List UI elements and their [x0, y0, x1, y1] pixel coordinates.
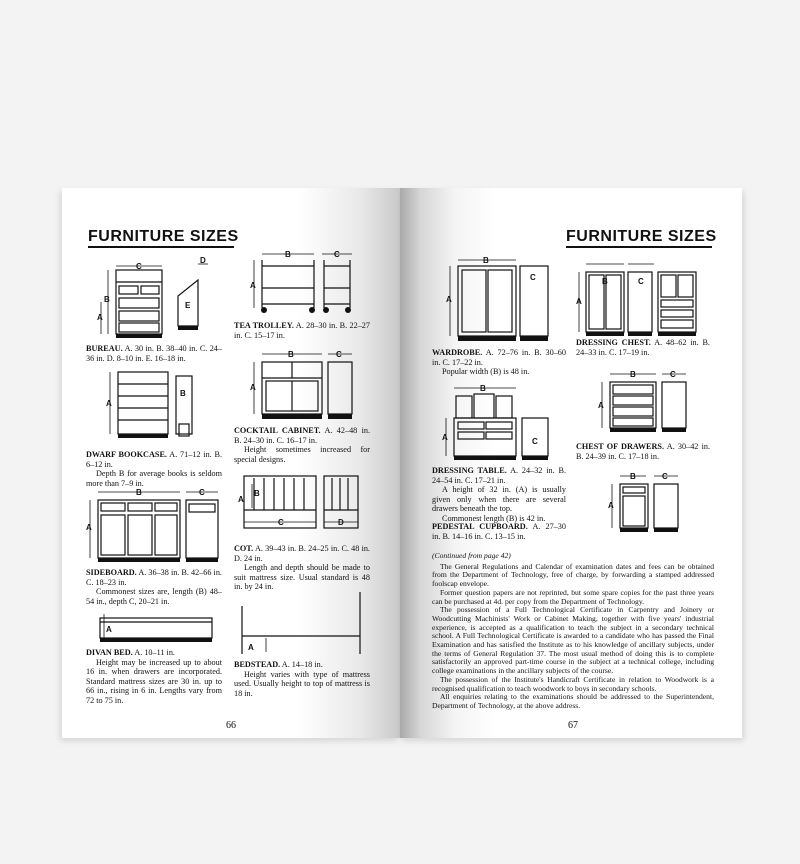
- page-number: 66: [226, 720, 236, 731]
- svg-text:E: E: [185, 301, 191, 310]
- bedstead-diagram: [236, 590, 366, 658]
- caption-dressing-chest: DRESSING CHEST. A. 48–62 in. B. 24–33 in. C. 17–19 in.: [576, 338, 710, 357]
- svg-text:C: C: [199, 488, 205, 497]
- svg-text:B: B: [285, 250, 291, 259]
- caption-cocktail-cabinet: COCKTAIL CABINET. A. 42–48 in. B. 24–30 in. C. 16–17 in. Height sometimes increased for special designs.: [234, 426, 370, 464]
- svg-text:A: A: [106, 399, 112, 408]
- svg-text:A: A: [250, 281, 256, 290]
- svg-text:B: B: [630, 472, 636, 481]
- page-title: FURNITURE SIZES: [566, 228, 717, 245]
- right-page: [400, 188, 742, 738]
- svg-text:B: B: [254, 489, 260, 498]
- open-book: [62, 188, 742, 738]
- caption-chest-of-drawers: CHEST OF DRAWERS. A. 30–42 in. B. 24–39 in. C. 17–18 in.: [576, 442, 710, 461]
- paragraph: All enquiries relating to the examinations should be addressed to the Superintendent, Department of Technology, at the above address.: [432, 692, 714, 710]
- svg-text:C: C: [638, 277, 644, 286]
- paragraph: Former question papers are not reprinted, but some spare copies for the past three years can be purchased at 4d. per copy from the Department of Technology.: [432, 587, 714, 606]
- regulations-text: [432, 552, 714, 711]
- dressing-table-diagram: [440, 382, 560, 468]
- caption-cot: COT. A. 39–43 in. B. 24–25 in. C. 48 in. D. 24 in. Length and depth should be made to suit mattress size. Usual standard is 48 in. by 24 in.: [234, 544, 370, 592]
- svg-text:B: B: [630, 370, 636, 379]
- caption-dressing-table: DRESSING TABLE. A. 24–32 in. B. 24–54 in. C. 17–21 in. A height of 32 in. (A) is usually given only when there are several drawers beneath the top. Commonest length (B) is 42 in.: [432, 466, 566, 523]
- paragraph: The possession of the Institute's Handicraft Certificate in relation to Woodwork is a recognised qualification to teach woodwork to boys in secondary schools.: [432, 674, 714, 693]
- svg-text:A: A: [250, 383, 256, 392]
- pedestal-cupboard-diagram: [606, 470, 706, 540]
- svg-text:C: C: [136, 262, 142, 271]
- paragraph: The possession of a Full Technological Certificate in Carpentry and Joinery or Woodcutting Machinists' Work or Cabinet Making, together with five years' industrial experience, is accepted as a qualification to teach the subject in a secondary technical school. A Full Technological Certificate is awarded to a candidate who has passed the Final Examination and has satisfied the Institute as to his knowledge of ancillary subjects, under the terms of General Regulation 37. The most usual method of doing this is to complete satisfactorily an approved part-time course in the subject at a technical college, including college examinations in the ancillary subjects of the course.: [432, 605, 714, 676]
- svg-text:A: A: [106, 625, 112, 634]
- dwarf-bookcase-diagram: [96, 366, 216, 454]
- title-rule: [88, 246, 234, 248]
- paragraph: The General Regulations and Calendar of examination dates and fees can be obtained from the Department of Technology, free of charge, by forwarding a stamped addressed foolscap envelope.: [432, 561, 714, 589]
- svg-text:D: D: [338, 518, 344, 527]
- title-rule: [566, 246, 712, 248]
- svg-text:A: A: [442, 433, 448, 442]
- cot-diagram: [238, 470, 362, 546]
- svg-text:C: C: [530, 273, 536, 282]
- svg-text:A: A: [238, 495, 244, 504]
- left-page: [62, 188, 400, 738]
- dressing-chest-diagram: [576, 258, 716, 344]
- page-number: 67: [568, 720, 578, 731]
- svg-text:A: A: [97, 313, 103, 322]
- svg-text:C: C: [532, 437, 538, 446]
- caption-sideboard: SIDEBOARD. A. 36–38 in. B. 42–66 in. C. 18–23 in. Commonest sizes are, length (B) 48–54 in., depth C, 20–21 in.: [86, 568, 222, 606]
- svg-text:B: B: [136, 488, 142, 497]
- svg-text:A: A: [598, 401, 604, 410]
- svg-text:B: B: [602, 277, 608, 286]
- svg-text:B: B: [483, 256, 489, 265]
- svg-text:A: A: [446, 295, 452, 304]
- svg-text:D: D: [200, 256, 206, 265]
- svg-text:C: C: [670, 370, 676, 379]
- caption-bureau: BUREAU. A. 30 in. B. 38–40 in. C. 24–36 in. D. 8–10 in. E. 16–18 in.: [86, 344, 222, 363]
- continued-note: (Continued from page 42): [432, 551, 511, 560]
- svg-text:C: C: [334, 250, 340, 259]
- svg-text:C: C: [662, 472, 668, 481]
- caption-tea-trolley: TEA TROLLEY. A. 28–30 in. B. 22–27 in. C. 15–17 in.: [234, 321, 370, 340]
- wardrobe-diagram: [440, 256, 560, 346]
- svg-text:C: C: [336, 350, 342, 359]
- sideboard-diagram: [86, 486, 226, 566]
- svg-text:B: B: [180, 389, 186, 398]
- svg-text:B: B: [480, 384, 486, 393]
- tea-trolley-diagram: [248, 248, 358, 322]
- caption-pedestal-cupboard: PEDESTAL CUPBOARD. A. 27–30 in. B. 14–16 in. C. 13–15 in.: [432, 522, 566, 541]
- page-title: FURNITURE SIZES: [88, 228, 239, 245]
- svg-text:A: A: [86, 523, 92, 532]
- svg-text:B: B: [288, 350, 294, 359]
- svg-text:A: A: [248, 643, 254, 652]
- chest-of-drawers-diagram: [596, 368, 706, 438]
- svg-text:B: B: [104, 295, 110, 304]
- svg-text:C: C: [278, 518, 284, 527]
- caption-wardrobe: WARDROBE. A. 72–76 in. B. 30–60 in. C. 17–22 in. Popular width (B) is 48 in.: [432, 348, 566, 377]
- svg-text:A: A: [608, 501, 614, 510]
- caption-divan-bed: DIVAN BED. A. 10–11 in. Height may be increased up to about 16 in. when drawers are incorporated. Standard mattress sizes are 30 in. up to 66 in., rising in 6 in. Lengths vary from 72 to 75 in.: [86, 648, 222, 705]
- caption-bedstead: BEDSTEAD. A. 14–18 in. Height varies with type of mattress used. Usually height to top of mattress is 18 in.: [234, 660, 370, 698]
- cocktail-cabinet-diagram: [248, 348, 358, 424]
- bureau-diagram: [96, 256, 216, 344]
- divan-bed-diagram: [92, 606, 222, 646]
- caption-dwarf-bookcase: DWARF BOOKCASE. A. 71–12 in. B. 6–12 in. Depth B for average books is seldom more than 7–9 in.: [86, 450, 222, 488]
- svg-text:A: A: [576, 297, 582, 306]
